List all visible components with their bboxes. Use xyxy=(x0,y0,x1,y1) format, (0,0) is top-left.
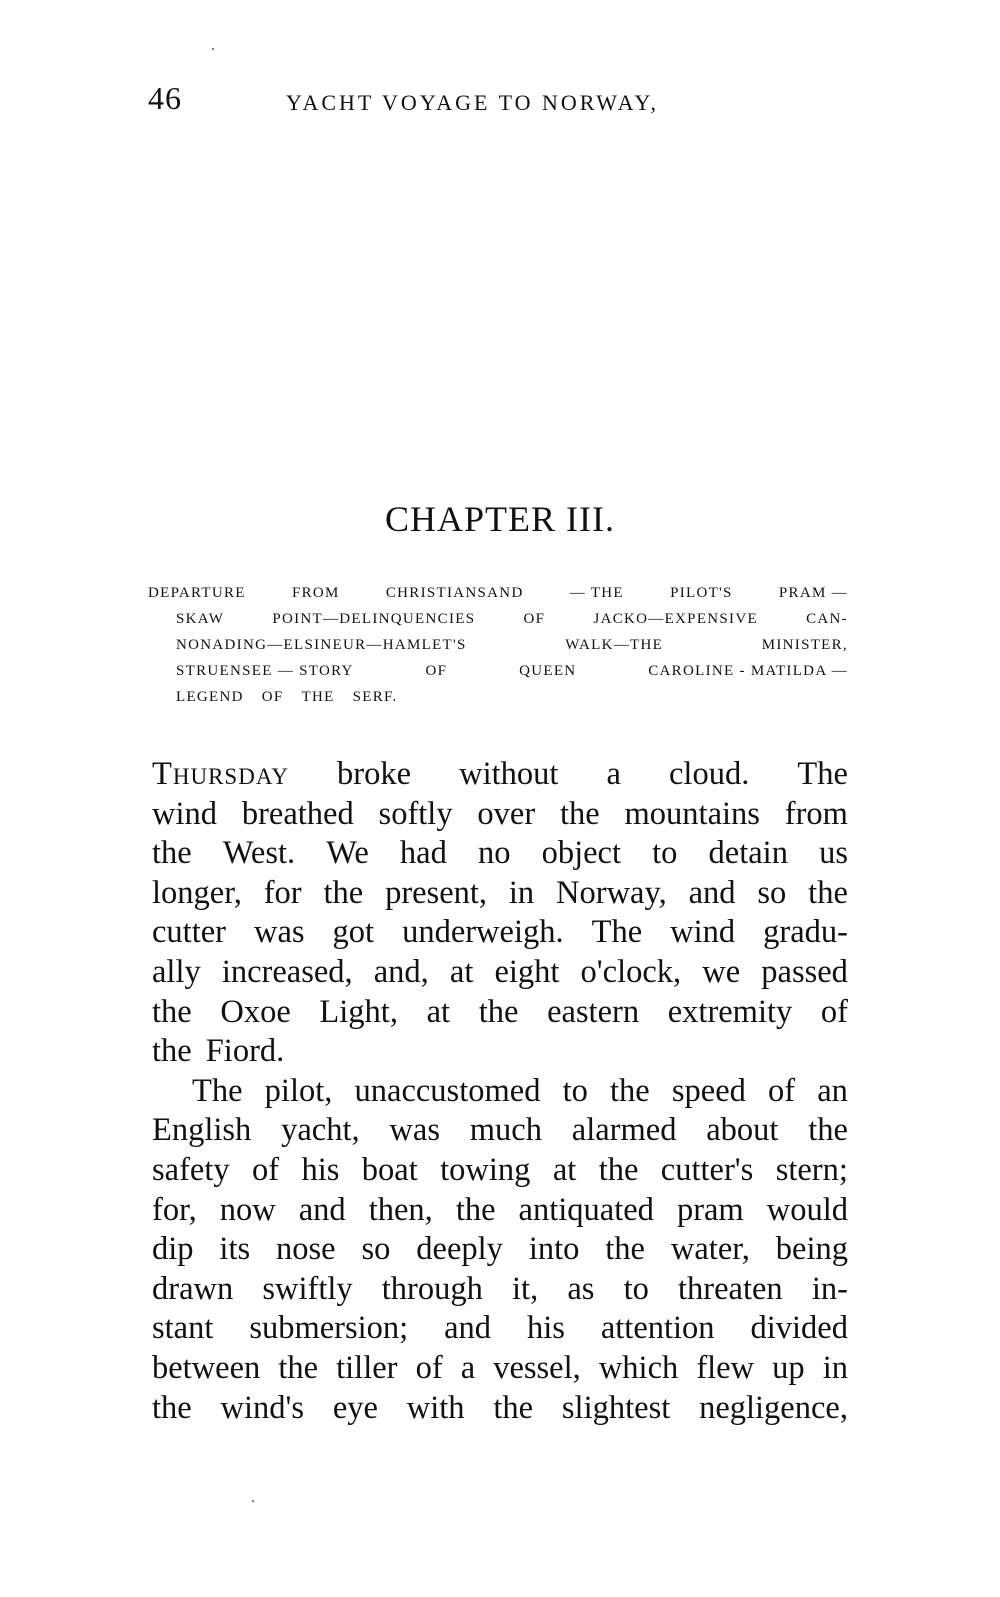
summary-word: PRAM — xyxy=(778,585,848,601)
text-line xyxy=(152,913,848,953)
word: for, xyxy=(152,1191,197,1228)
word: mountains xyxy=(624,795,760,832)
word: its xyxy=(219,1231,251,1268)
word: with xyxy=(406,1389,465,1426)
word: threaten xyxy=(678,1270,783,1307)
word: increased, xyxy=(221,953,353,990)
summary-line xyxy=(148,580,848,606)
word: eye xyxy=(332,1389,378,1426)
word: to xyxy=(652,835,678,872)
summary-word: CAN- xyxy=(806,611,848,627)
word: at xyxy=(426,993,451,1030)
word: broke xyxy=(337,756,412,792)
word: it, xyxy=(512,1270,539,1307)
paper-speck xyxy=(212,48,214,50)
word: of xyxy=(415,1349,443,1386)
word: pilot, xyxy=(264,1072,333,1109)
word: in- xyxy=(811,1270,848,1307)
word: stant xyxy=(152,1310,214,1347)
word: us xyxy=(819,835,848,872)
word: dip xyxy=(152,1231,194,1268)
word: the xyxy=(278,1349,319,1386)
text-line xyxy=(152,993,848,1033)
word: antiquated xyxy=(518,1191,654,1228)
word: over xyxy=(477,795,536,832)
word: Oxoe xyxy=(220,993,291,1030)
word: ally xyxy=(152,953,201,990)
summary-word: POINT—DELINQUENCIES xyxy=(272,611,476,627)
word: cutter xyxy=(152,914,226,951)
word: the xyxy=(610,1072,650,1109)
word: drawn xyxy=(152,1270,234,1307)
word: boat xyxy=(361,1151,418,1188)
text-line xyxy=(152,874,848,914)
word: wind xyxy=(670,914,736,951)
word: and xyxy=(444,1310,492,1347)
summary-word: CHRISTIANSAND xyxy=(385,585,524,601)
word: in xyxy=(508,874,535,911)
word: through xyxy=(381,1270,483,1307)
summary-line xyxy=(148,606,848,632)
summary-word: NONADING—ELSINEUR—HAMLET'S xyxy=(176,637,467,653)
word: the xyxy=(152,1033,192,1070)
word: was xyxy=(253,914,305,951)
word: had xyxy=(399,835,447,872)
word: and xyxy=(298,1191,346,1228)
word: wind's xyxy=(220,1389,305,1426)
word: attention xyxy=(600,1310,715,1347)
word: flew xyxy=(696,1349,755,1386)
word: from xyxy=(784,795,848,832)
word: so xyxy=(361,1231,391,1268)
word: We xyxy=(326,835,369,872)
word: we xyxy=(702,953,741,990)
word: West. xyxy=(222,835,296,872)
word: passed xyxy=(761,953,848,990)
word: tiller xyxy=(336,1349,398,1386)
word: the xyxy=(152,1389,192,1426)
text-line xyxy=(152,1230,848,1270)
body-text xyxy=(152,755,848,1428)
summary-word: OF xyxy=(261,689,284,705)
text-line xyxy=(152,1270,848,1310)
text-line xyxy=(152,1309,848,1349)
word: would xyxy=(766,1191,848,1228)
word: o'clock, xyxy=(580,953,682,990)
word: longer, xyxy=(152,874,242,911)
summary-word: PILOT'S xyxy=(670,585,733,601)
word: wind xyxy=(152,795,217,832)
word: Norway, xyxy=(556,874,667,911)
word: and, xyxy=(373,953,429,990)
word: vessel, xyxy=(493,1349,581,1386)
word: pram xyxy=(676,1191,744,1228)
word: towing xyxy=(440,1151,531,1188)
summary-line xyxy=(148,684,848,710)
text-line xyxy=(152,1191,848,1231)
word: object xyxy=(541,835,622,872)
word: eight xyxy=(494,953,560,990)
word: being xyxy=(775,1231,848,1268)
word: now xyxy=(219,1191,276,1228)
summary-line xyxy=(148,632,848,658)
word: which xyxy=(598,1349,679,1386)
word: a xyxy=(460,1349,476,1386)
word: at xyxy=(449,953,474,990)
summary-line xyxy=(148,658,848,684)
running-title: YACHT VOYAGE TO NORWAY, xyxy=(286,90,659,115)
word: swiftly xyxy=(262,1270,353,1307)
word: of xyxy=(768,1072,796,1109)
word: to xyxy=(623,1270,649,1307)
word: slightest xyxy=(561,1389,671,1426)
word: about xyxy=(706,1112,779,1149)
word: negligence, xyxy=(699,1389,848,1426)
word: gradu- xyxy=(763,914,848,951)
word: no xyxy=(477,835,511,872)
summary-word: SERF. xyxy=(352,689,398,705)
word: yacht, xyxy=(281,1112,360,1149)
text-line xyxy=(152,1111,848,1151)
word: present, xyxy=(385,874,488,911)
word: the xyxy=(808,874,848,911)
summary-word: WALK—THE xyxy=(565,637,664,653)
word: the xyxy=(559,795,600,832)
word: extremity xyxy=(667,993,793,1030)
word: the xyxy=(598,1151,639,1188)
word: Fiord. xyxy=(205,1033,285,1070)
word: stern; xyxy=(775,1151,848,1188)
word: the xyxy=(808,1112,848,1149)
chapter-title: CHAPTER III. xyxy=(385,499,615,539)
page-number: 46 xyxy=(148,80,182,116)
word: the xyxy=(455,1191,496,1228)
word: got xyxy=(332,914,375,951)
word: of xyxy=(820,993,848,1030)
word: as xyxy=(567,1270,595,1307)
text-line xyxy=(152,1349,848,1389)
summary-word: OF xyxy=(523,611,546,627)
text-line xyxy=(152,834,848,874)
word: The xyxy=(797,756,848,792)
word: much xyxy=(469,1112,542,1149)
summary-word: LEGEND xyxy=(176,689,244,705)
summary-word: OF xyxy=(425,663,448,679)
word: nose xyxy=(276,1231,336,1268)
word: for xyxy=(263,874,302,911)
word: water, xyxy=(670,1231,750,1268)
summary-word: MINISTER, xyxy=(761,637,848,653)
word: safety xyxy=(152,1151,230,1188)
word: a xyxy=(606,756,621,792)
word: cutter's xyxy=(660,1151,754,1188)
word: into xyxy=(528,1231,580,1268)
word: of xyxy=(252,1151,280,1188)
word: Light, xyxy=(319,993,398,1030)
text-line xyxy=(152,1151,848,1191)
word: without xyxy=(459,756,559,792)
text-line xyxy=(152,1032,848,1072)
word: detain xyxy=(708,835,788,872)
summary-word: QUEEN xyxy=(519,663,577,679)
paper-speck xyxy=(252,1500,254,1502)
word: eastern xyxy=(547,993,640,1030)
word: his xyxy=(301,1151,340,1188)
text-line xyxy=(152,755,848,795)
running-head xyxy=(148,80,848,120)
word: submersion; xyxy=(249,1310,409,1347)
summary-word: SKAW xyxy=(176,611,225,627)
summary-word: — THE xyxy=(569,585,624,601)
word: the xyxy=(493,1389,534,1426)
text-line xyxy=(152,1072,848,1112)
word: deeply xyxy=(416,1231,503,1268)
word: to xyxy=(562,1072,588,1109)
word: at xyxy=(552,1151,577,1188)
word: so xyxy=(757,874,787,911)
summary-word: DEPARTURE xyxy=(148,585,246,601)
text-line xyxy=(152,1389,848,1429)
word: alarmed xyxy=(571,1112,677,1149)
summary-word: STRUENSEE — STORY xyxy=(176,663,354,679)
word: between xyxy=(152,1349,261,1386)
summary-word: CAROLINE - MATILDA — xyxy=(648,663,848,679)
word: an xyxy=(817,1072,848,1109)
word: the xyxy=(478,993,519,1030)
word: up xyxy=(772,1349,805,1386)
word: speed xyxy=(671,1072,746,1109)
word: the xyxy=(152,993,192,1030)
text-line xyxy=(152,795,848,835)
word: his xyxy=(526,1310,565,1347)
word: cloud. xyxy=(669,756,750,792)
word: unaccustomed xyxy=(354,1072,541,1109)
word: softly xyxy=(378,795,453,832)
word: the xyxy=(323,874,364,911)
text-line xyxy=(152,953,848,993)
summary-word: FROM xyxy=(291,585,340,601)
word: The xyxy=(192,1072,243,1109)
word: the xyxy=(605,1231,645,1268)
word: in xyxy=(822,1349,848,1386)
word: The xyxy=(591,914,643,951)
word: English xyxy=(152,1112,252,1149)
word: underweigh. xyxy=(402,914,564,951)
summary-word: JACKO—EXPENSIVE xyxy=(593,611,758,627)
word: the xyxy=(152,835,192,872)
chapter-summary xyxy=(148,580,848,710)
word: divided xyxy=(750,1310,848,1347)
word: was xyxy=(389,1112,440,1149)
word: and xyxy=(688,874,736,911)
word: then, xyxy=(368,1191,433,1228)
opening-word: Thursday xyxy=(152,756,289,792)
summary-word: THE xyxy=(301,689,335,705)
word: breathed xyxy=(241,795,354,832)
